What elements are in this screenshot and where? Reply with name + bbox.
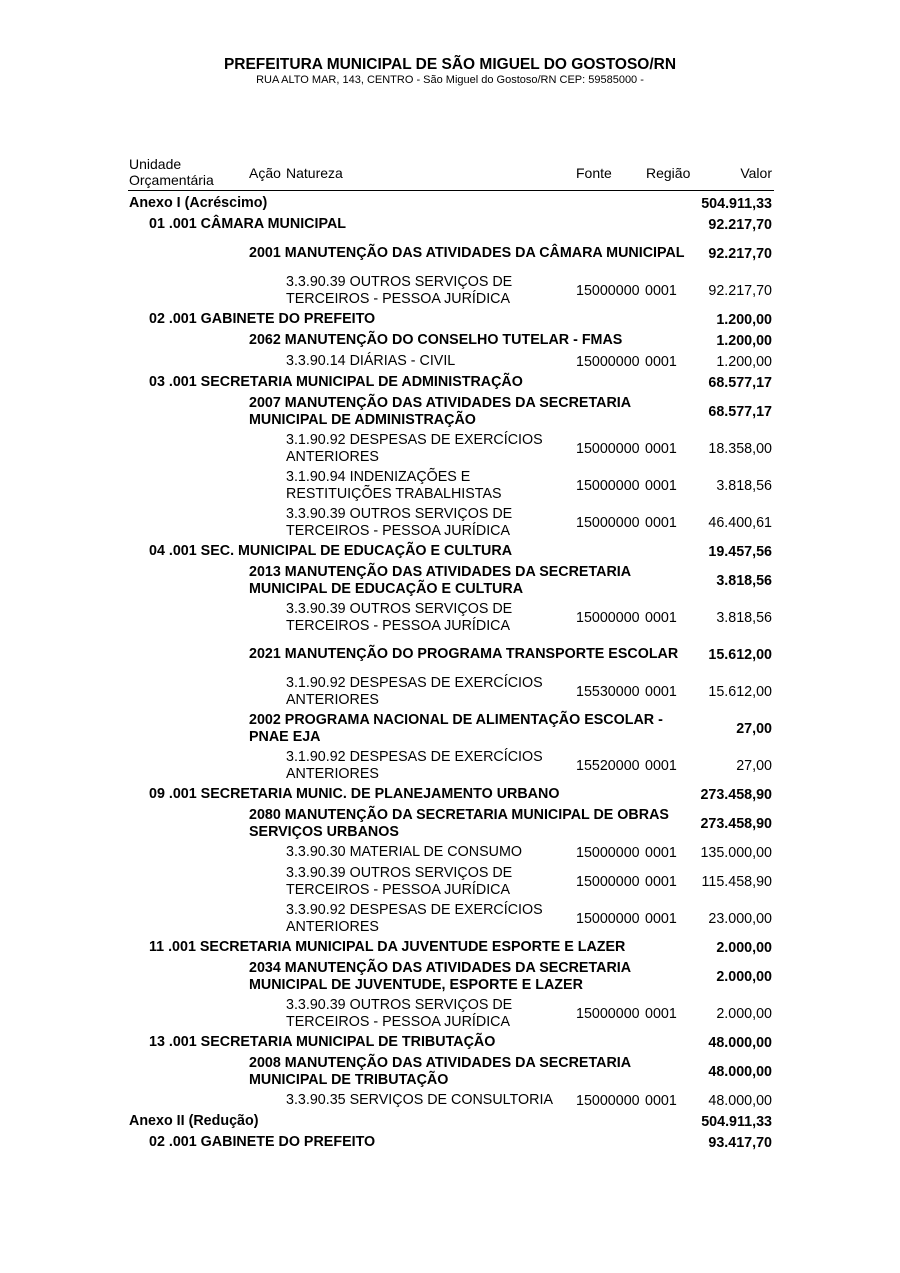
- row-regiao: 0001: [645, 1005, 677, 1022]
- row-valor: 46.400,61: [708, 514, 772, 531]
- row-description: 3.1.90.92 DESPESAS DE EXERCÍCIOS ANTERIORES: [286, 674, 543, 708]
- row-description: 01 .001 CÂMARA MUNICIPAL: [149, 216, 347, 232]
- row-description: 3.3.90.39 OUTROS SERVIÇOS DE TERCEIROS - PESSOA JURÍDICA: [286, 600, 513, 634]
- unit-row: [0, 1032, 900, 1053]
- action-row: [0, 1053, 900, 1090]
- row-valor: 23.000,00: [708, 910, 772, 927]
- column-header-regiao: Região: [646, 165, 691, 181]
- row-description: 3.1.90.92 DESPESAS DE EXERCÍCIOS ANTERIORES: [286, 748, 543, 782]
- row-description: 2034 MANUTENÇÃO DAS ATIVIDADES DA SECRETARIA MUNICIPAL DE JUVENTUDE, ESPORTE E LAZER: [249, 959, 631, 993]
- row-description: Anexo II (Redução): [129, 1113, 259, 1129]
- row-description: 2062 MANUTENÇÃO DO CONSELHO TUTELAR - FMAS: [249, 332, 623, 348]
- row-valor: 2.000,00: [716, 968, 772, 985]
- row-description: 13 .001 SECRETARIA MUNICIPAL DE TRIBUTAÇÃO: [149, 1034, 496, 1050]
- row-description: 3.3.90.92 DESPESAS DE EXERCÍCIOS ANTERIORES: [286, 901, 543, 935]
- row-valor: 3.818,56: [716, 609, 772, 626]
- row-description: 2001 MANUTENÇÃO DAS ATIVIDADES DA CÂMARA MUNICIPAL: [249, 245, 685, 261]
- row-regiao: 0001: [645, 683, 677, 700]
- header-divider: [128, 190, 774, 191]
- row-description: 02 .001 GABINETE DO PREFEITO: [149, 1134, 376, 1150]
- row-fonte: 15000000: [576, 514, 640, 531]
- row-description: 3.3.90.39 OUTROS SERVIÇOS DE TERCEIROS - PESSOA JURÍDICA: [286, 505, 513, 539]
- row-valor: 92.217,70: [708, 245, 772, 262]
- column-header-valor: Valor: [740, 165, 772, 181]
- nature-row: [0, 900, 900, 937]
- row-regiao: 0001: [645, 440, 677, 457]
- row-fonte: 15000000: [576, 609, 640, 626]
- column-header-acao: Ação: [249, 165, 281, 181]
- row-valor: 48.000,00: [708, 1034, 772, 1051]
- action-row: [0, 958, 900, 995]
- row-regiao: 0001: [645, 757, 677, 774]
- row-valor: 504.911,33: [701, 195, 772, 212]
- row-fonte: 15000000: [576, 440, 640, 457]
- action-row: [0, 636, 900, 673]
- row-valor: 15.612,00: [708, 646, 772, 663]
- row-valor: 92.217,70: [708, 216, 772, 233]
- nature-row: [0, 467, 900, 504]
- column-header-unidade-line1: Unidade: [129, 156, 182, 172]
- row-regiao: 0001: [645, 844, 677, 861]
- nature-row: [0, 272, 900, 309]
- action-row: [0, 710, 900, 747]
- row-description: 2008 MANUTENÇÃO DAS ATIVIDADES DA SECRETARIA MUNICIPAL DE TRIBUTAÇÃO: [249, 1054, 631, 1088]
- row-fonte: 15000000: [576, 282, 640, 299]
- row-description: 2013 MANUTENÇÃO DAS ATIVIDADES DA SECRETARIA MUNICIPAL DE EDUCAÇÃO E CULTURA: [249, 563, 631, 597]
- row-description: 3.3.90.35 SERVIÇOS DE CONSULTORIA: [286, 1092, 553, 1108]
- row-fonte: 15000000: [576, 1005, 640, 1022]
- annex-row: [0, 1111, 900, 1132]
- row-valor: 19.457,56: [708, 543, 772, 560]
- unit-row: [0, 214, 900, 235]
- row-description: 2002 PROGRAMA NACIONAL DE ALIMENTAÇÃO ESCOLAR - PNAE EJA: [249, 711, 663, 745]
- nature-row: [0, 1090, 900, 1111]
- action-row: [0, 235, 900, 272]
- row-description: 03 .001 SECRETARIA MUNICIPAL DE ADMINISTRAÇÃO: [149, 374, 523, 390]
- row-valor: 68.577,17: [708, 374, 772, 391]
- nature-row: [0, 842, 900, 863]
- action-row: [0, 805, 900, 842]
- column-header-fonte: Fonte: [576, 165, 612, 181]
- row-description: Anexo I (Acréscimo): [129, 195, 268, 211]
- row-fonte: 15000000: [576, 1092, 640, 1109]
- row-valor: 3.818,56: [716, 572, 772, 589]
- row-regiao: 0001: [645, 514, 677, 531]
- unit-row: [0, 937, 900, 958]
- column-header-unidade-line2: Orçamentária: [129, 172, 214, 188]
- nature-row: [0, 995, 900, 1032]
- nature-row: [0, 673, 900, 710]
- row-description: 11 .001 SECRETARIA MUNICIPAL DA JUVENTUDE ESPORTE E LAZER: [149, 939, 626, 955]
- row-regiao: 0001: [645, 477, 677, 494]
- row-description: 3.3.90.14 DIÁRIAS - CIVIL: [286, 353, 456, 369]
- row-description: 2021 MANUTENÇÃO DO PROGRAMA TRANSPORTE ESCOLAR: [249, 646, 679, 662]
- row-description: 3.1.90.92 DESPESAS DE EXERCÍCIOS ANTERIORES: [286, 431, 543, 465]
- row-valor: 1.200,00: [716, 311, 772, 328]
- column-header-natureza: Natureza: [286, 165, 343, 181]
- row-fonte: 15000000: [576, 477, 640, 494]
- row-valor: 504.911,33: [701, 1113, 772, 1130]
- row-valor: 68.577,17: [708, 403, 772, 420]
- row-regiao: 0001: [645, 282, 677, 299]
- row-fonte: 15000000: [576, 873, 640, 890]
- unit-row: [0, 372, 900, 393]
- budget-table: [0, 193, 900, 1153]
- row-valor: 3.818,56: [716, 477, 772, 494]
- row-description: 2080 MANUTENÇÃO DA SECRETARIA MUNICIPAL DE OBRAS SERVIÇOS URBANOS: [249, 806, 669, 840]
- row-valor: 2.000,00: [716, 1005, 772, 1022]
- row-regiao: 0001: [645, 873, 677, 890]
- document-title: PREFEITURA MUNICIPAL DE SÃO MIGUEL DO GOSTOSO/RN: [223, 56, 677, 73]
- row-valor: 273.458,90: [700, 815, 772, 832]
- row-valor: 48.000,00: [708, 1092, 772, 1109]
- row-description: 3.3.90.39 OUTROS SERVIÇOS DE TERCEIROS - PESSOA JURÍDICA: [286, 996, 513, 1030]
- unit-row: [0, 784, 900, 805]
- row-regiao: 0001: [645, 353, 677, 370]
- row-regiao: 0001: [645, 1092, 677, 1109]
- annex-row: [0, 193, 900, 214]
- row-valor: 48.000,00: [708, 1063, 772, 1080]
- nature-row: [0, 430, 900, 467]
- row-valor: 27,00: [736, 720, 772, 737]
- row-fonte: 15530000: [576, 683, 640, 700]
- nature-row: [0, 351, 900, 372]
- row-description: 02 .001 GABINETE DO PREFEITO: [149, 311, 376, 327]
- action-row: [0, 393, 900, 430]
- row-valor: 18.358,00: [708, 440, 772, 457]
- nature-row: [0, 599, 900, 636]
- action-row: [0, 330, 900, 351]
- row-fonte: 15520000: [576, 757, 640, 774]
- row-description: 3.3.90.39 OUTROS SERVIÇOS DE TERCEIROS - PESSOA JURÍDICA: [286, 864, 513, 898]
- row-regiao: 0001: [645, 910, 677, 927]
- column-header-unidade: [129, 156, 214, 188]
- row-fonte: 15000000: [576, 910, 640, 927]
- row-valor: 93.417,70: [708, 1134, 772, 1151]
- unit-row: [0, 1132, 900, 1153]
- row-description: 3.3.90.39 OUTROS SERVIÇOS DE TERCEIROS - PESSOA JURÍDICA: [286, 273, 513, 307]
- row-valor: 92.217,70: [708, 282, 772, 299]
- row-description: 04 .001 SEC. MUNICIPAL DE EDUCAÇÃO E CULTURA: [149, 543, 513, 559]
- row-valor: 27,00: [736, 757, 772, 774]
- row-description: 3.1.90.94 INDENIZAÇÕES E RESTITUIÇÕES TRABALHISTAS: [286, 468, 502, 502]
- row-valor: 15.612,00: [708, 683, 772, 700]
- document-address: RUA ALTO MAR, 143, CENTRO - São Miguel do Gostoso/RN CEP: 59585000 -: [256, 74, 644, 86]
- row-valor: 273.458,90: [700, 786, 772, 803]
- row-valor: 135.000,00: [700, 844, 772, 861]
- nature-row: [0, 863, 900, 900]
- unit-row: [0, 309, 900, 330]
- row-valor: 1.200,00: [716, 353, 772, 370]
- nature-row: [0, 747, 900, 784]
- unit-row: [0, 541, 900, 562]
- row-description: 2007 MANUTENÇÃO DAS ATIVIDADES DA SECRETARIA MUNICIPAL DE ADMINISTRAÇÃO: [249, 394, 631, 428]
- row-valor: 115.458,90: [701, 873, 772, 890]
- row-description: 3.3.90.30 MATERIAL DE CONSUMO: [286, 844, 522, 860]
- row-description: 09 .001 SECRETARIA MUNIC. DE PLANEJAMENTO URBANO: [149, 786, 560, 802]
- row-valor: 1.200,00: [716, 332, 772, 349]
- row-fonte: 15000000: [576, 353, 640, 370]
- row-fonte: 15000000: [576, 844, 640, 861]
- action-row: [0, 562, 900, 599]
- row-regiao: 0001: [645, 609, 677, 626]
- nature-row: [0, 504, 900, 541]
- row-valor: 2.000,00: [716, 939, 772, 956]
